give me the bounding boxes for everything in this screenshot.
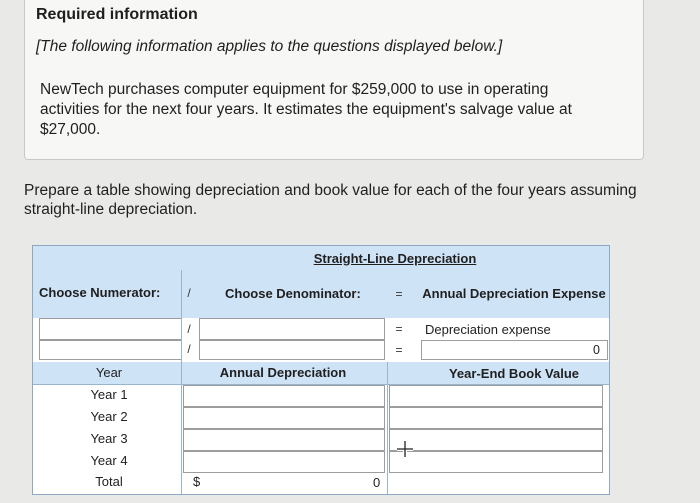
- denominator-input-1[interactable]: [199, 318, 385, 340]
- book-value-year2-input[interactable]: [389, 407, 603, 429]
- numerator-label: Choose Numerator:: [39, 285, 161, 300]
- annual-depreciation-year2-input[interactable]: [183, 407, 385, 429]
- grid-line: [387, 362, 388, 494]
- annual-depreciation-year3-input[interactable]: [183, 429, 385, 451]
- grid-line: [181, 270, 182, 494]
- divide-sign: /: [187, 322, 191, 336]
- numerator-input-2[interactable]: [39, 340, 182, 360]
- grid-line: [33, 384, 609, 385]
- book-value-year4-input[interactable]: [389, 451, 603, 473]
- equals-sign: =: [395, 343, 403, 357]
- annual-depreciation-result[interactable]: 0: [421, 340, 608, 360]
- book-value-year3-input[interactable]: [389, 429, 603, 451]
- annual-depreciation-year4-input[interactable]: [183, 451, 385, 473]
- table-header-title-cell: [181, 246, 609, 270]
- denominator-label: Choose Denominator:: [225, 286, 361, 301]
- divide-sign: /: [187, 286, 191, 300]
- info-note: [The following information applies to the questions displayed below.]: [36, 38, 503, 55]
- year-label: Year 3: [90, 431, 128, 446]
- question-prompt: Prepare a table showing depreciation and book value for each of the four years assuming straight-line depreciation.: [24, 182, 637, 218]
- book-value-year1-input[interactable]: [389, 385, 603, 407]
- col-annual-depreciation-header: Annual Depreciation: [219, 365, 347, 380]
- year-label-total: Total: [95, 474, 123, 489]
- year-label: Year 2: [90, 409, 128, 424]
- numerator-input-1[interactable]: [39, 318, 182, 340]
- equals-sign: =: [395, 287, 403, 301]
- header-blank-cell: [33, 246, 181, 270]
- col-book-value-header: Year-End Book Value: [448, 366, 580, 381]
- info-paragraph: NewTech purchases computer equipment for $259,000 to use in operating activities for the next four years. It estimates the equipment's salvage value at $27,000.: [40, 81, 572, 138]
- year-label: Year 4: [90, 453, 128, 468]
- total-currency-sign: $: [193, 474, 201, 489]
- annual-depreciation-year1-input[interactable]: [183, 385, 385, 407]
- depreciation-expense-label: Depreciation expense: [425, 322, 551, 337]
- crosshair-cursor-icon: [396, 440, 414, 458]
- year-label: Year 1: [90, 387, 128, 402]
- info-title: Required information: [36, 6, 198, 23]
- equals-sign: =: [395, 322, 403, 336]
- annual-depreciation-expense-label: Annual Depreciation Expense: [422, 286, 606, 301]
- divide-sign: /: [187, 342, 191, 356]
- depreciation-table: [32, 245, 610, 495]
- denominator-input-2[interactable]: [199, 340, 385, 360]
- total-annual-depreciation: 0: [373, 475, 381, 490]
- table-header-title: Straight-Line Depreciation: [313, 250, 477, 266]
- col-year-header: Year: [95, 365, 123, 380]
